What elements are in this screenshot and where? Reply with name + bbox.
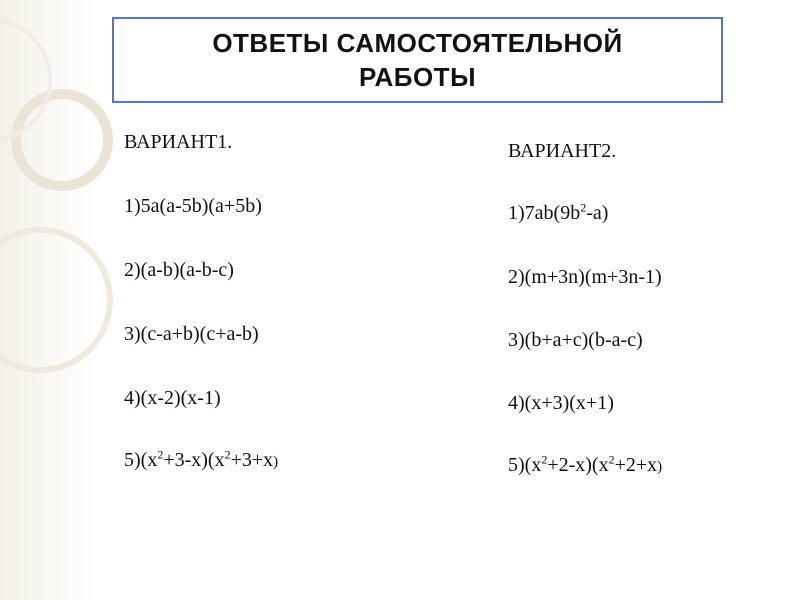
v1a5-part2: +3-x)(x <box>163 449 225 471</box>
variant1-answer-1: 1)5a(a-5b)(a+5b) <box>124 195 262 217</box>
v1a5-part4: ) <box>273 454 279 470</box>
v2a5-part4: ) <box>657 459 663 475</box>
v1a5-part1: 5)(x <box>124 449 158 471</box>
variant2-answer-1 <box>508 202 608 225</box>
variant1-heading: ВАРИАНТ1. <box>124 131 233 153</box>
v2a1-exp1: 2 <box>580 200 587 215</box>
v1a5-part3: +3+x <box>230 449 274 471</box>
variant2-answer-2: 2)(m+3n)(m+3n-1) <box>508 266 662 288</box>
variant2-answer-5 <box>508 454 662 477</box>
v2a1-part2: -a) <box>586 202 609 224</box>
v1a5-exp1: 2 <box>157 447 164 462</box>
variant1-answer-2: 2)(a-b)(a-b-c) <box>124 259 234 281</box>
v2a5-part3: +2+x <box>614 454 658 476</box>
v2a5-part1: 5)(x <box>508 454 542 476</box>
slide-title: ОТВЕТЫ САМОСТОЯТЕЛЬНОЙ РАБОТЫ <box>212 28 623 92</box>
variant2-answer-4: 4)(x+3)(x+1) <box>508 392 614 414</box>
slide-title-box <box>112 17 723 103</box>
v2a5-exp1: 2 <box>541 452 548 467</box>
variant2-heading: ВАРИАНТ2. <box>508 140 617 162</box>
variant1-answer-4: 4)(x-2)(x-1) <box>124 387 221 409</box>
variant1-answer-5 <box>124 449 278 472</box>
variant2-answer-3: 3)(b+a+c)(b-a-c) <box>508 329 643 351</box>
v2a5-part2: +2-x)(x <box>547 454 609 476</box>
v1a5-exp2: 2 <box>224 447 231 462</box>
variant1-answer-3: 3)(c-a+b)(c+a-b) <box>124 323 259 345</box>
v2a5-exp2: 2 <box>608 452 615 467</box>
v2a1-part1: 1)7ab(9b <box>508 202 581 224</box>
